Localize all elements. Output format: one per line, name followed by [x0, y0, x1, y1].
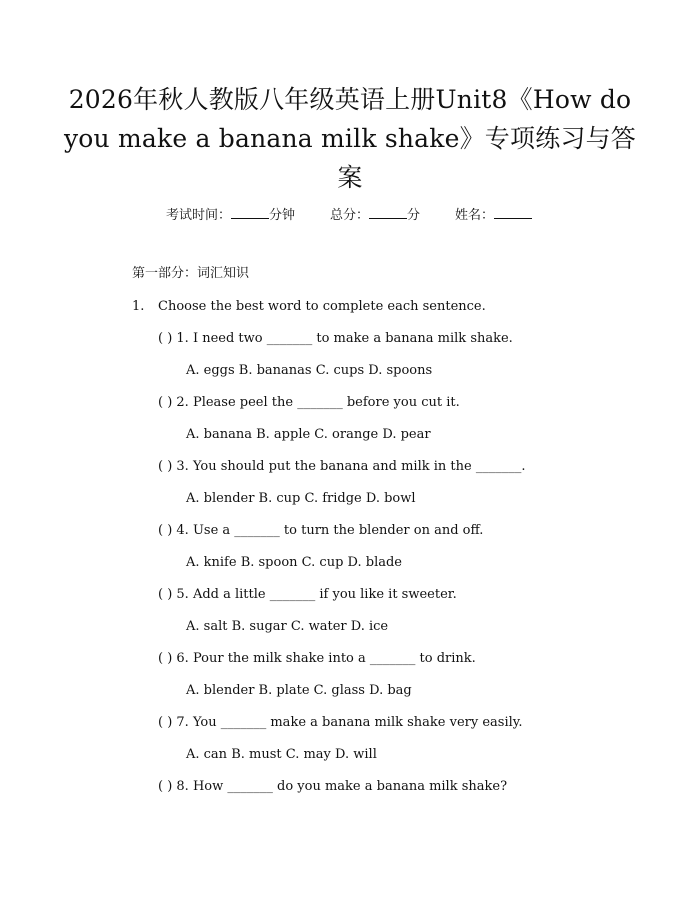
time-blank[interactable]	[231, 206, 269, 219]
exam-time	[166, 206, 295, 225]
name-blank[interactable]	[494, 206, 532, 219]
question-4	[0, 522, 700, 586]
total-score	[330, 206, 420, 225]
document-title: 2026年秋人教版八年级英语上册Unit8《How do you make a banana milk shake》专项练习与答案	[63, 85, 636, 192]
student-name	[455, 206, 532, 225]
question-options: A. knife B. spoon C. cup D. blade	[186, 555, 402, 570]
score-blank[interactable]	[369, 206, 407, 219]
question-8	[0, 778, 700, 842]
question-stem: ( ) 7. You _______ make a banana milk shake very easily.	[158, 715, 523, 730]
question-options: A. blender B. plate C. glass D. bag	[186, 683, 412, 698]
question-stem: ( ) 5. Add a little _______ if you like it sweeter.	[158, 587, 457, 602]
question-list	[0, 330, 700, 842]
question-3	[0, 458, 700, 522]
question-2	[0, 394, 700, 458]
question-options: A. salt B. sugar C. water D. ice	[186, 619, 389, 634]
question-options: A. eggs B. bananas C. cups D. spoons	[186, 363, 433, 378]
question-options: A. banana B. apple C. orange D. pear	[186, 427, 431, 442]
question-stem: ( ) 1. I need two _______ to make a banana milk shake.	[158, 331, 513, 346]
question-7	[0, 714, 700, 778]
question-stem: ( ) 4. Use a _______ to turn the blender on and off.	[158, 523, 484, 538]
section-title: 第一部分：词汇知识	[132, 266, 250, 281]
question-options: A. blender B. cup C. fridge D. bowl	[186, 491, 416, 506]
score-unit: 分	[407, 208, 421, 223]
question-5	[0, 586, 700, 650]
question-stem: ( ) 2. Please peel the _______ before you cut it.	[158, 395, 460, 410]
time-unit: 分钟	[269, 208, 296, 223]
instruction-text: Choose the best word to complete each sentence.	[158, 299, 486, 314]
time-label: 考试时间：	[166, 208, 232, 223]
question-stem: ( ) 6. Pour the milk shake into a _______ to drink.	[158, 651, 476, 666]
question-6	[0, 650, 700, 714]
question-options: A. can B. must C. may D. will	[186, 747, 377, 762]
question-stem: ( ) 3. You should put the banana and milk in the _______.	[158, 459, 526, 474]
score-label: 总分：	[330, 208, 370, 223]
question-1	[0, 330, 700, 394]
question-stem: ( ) 8. How _______ do you make a banana milk shake?	[158, 779, 508, 794]
instruction-number: 1.	[132, 299, 145, 314]
name-label: 姓名：	[455, 208, 495, 223]
